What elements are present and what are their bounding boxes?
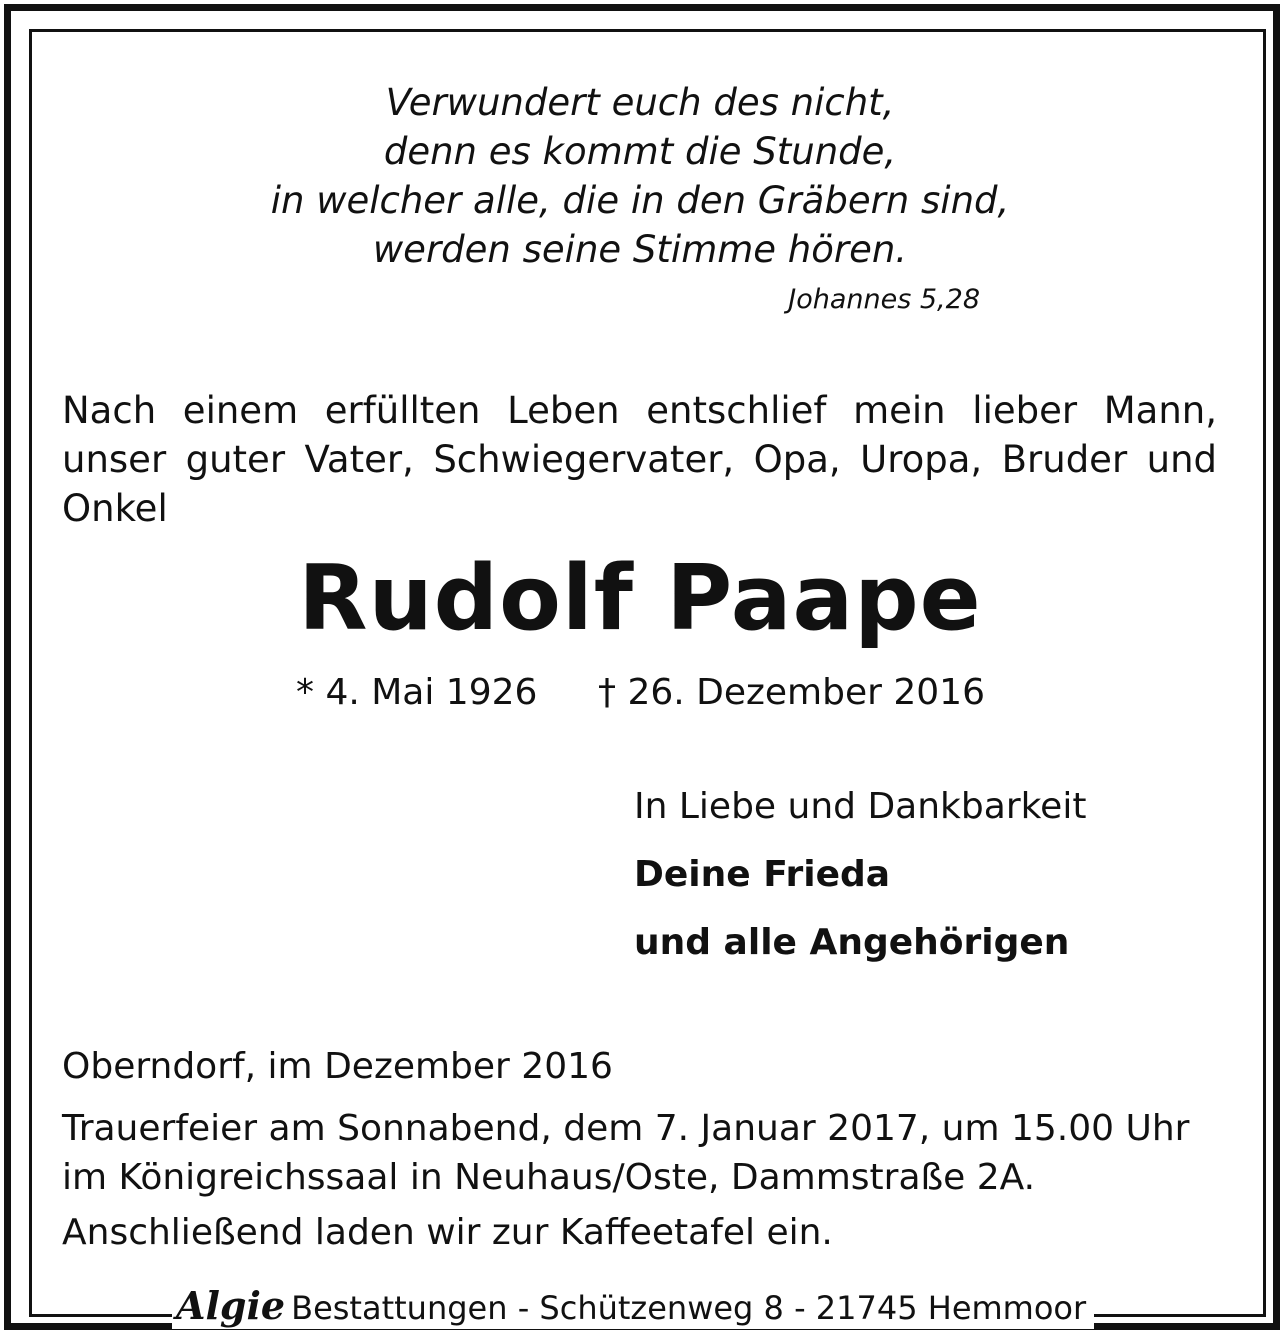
bible-verse bbox=[0, 78, 1280, 274]
verse-line: in welcher alle, die in den Gräbern sind, bbox=[270, 179, 1010, 222]
intro-text: Nach einem erfüllten Leben entschlief mein lieber Mann, unser guter Vater, Schwiegervater, Opa, Uropa, Bruder und Onkel bbox=[62, 389, 1217, 530]
verse-line: Verwundert euch des nicht, bbox=[385, 81, 895, 124]
funeral-home-address: Bestattungen - Schützenweg 8 - 21745 Hemmoor bbox=[291, 1289, 1087, 1327]
verse-line: denn es kommt die Stunde, bbox=[383, 130, 897, 173]
coffee-invitation: Anschließend laden wir zur Kaffeetafel ein. bbox=[62, 1212, 833, 1253]
funeral-home-logo: Algie bbox=[176, 1283, 286, 1328]
funeral-home-info bbox=[172, 1283, 1094, 1329]
death-date: † 26. Dezember 2016 bbox=[598, 672, 985, 713]
ceremony-info: Trauerfeier am Sonnabend, dem 7. Januar 2017, um 15.00 Uhr im Königreichssaal in Neuhaus/Oste, Dammstraße 2A. bbox=[62, 1108, 1190, 1198]
footer bbox=[0, 1283, 1280, 1329]
signoff-relatives: und alle Angehörigen bbox=[634, 922, 1070, 963]
signoff-greeting: In Liebe und Dankbarkeit bbox=[634, 786, 1087, 827]
verse-line: werden seine Stimme hören. bbox=[372, 228, 908, 271]
place-date: Oberndorf, im Dezember 2016 bbox=[62, 1046, 613, 1087]
verse-reference: Johannes 5,28 bbox=[788, 284, 980, 315]
signoff-spouse: Deine Frieda bbox=[634, 854, 891, 895]
birth-date: * 4. Mai 1926 bbox=[296, 672, 538, 713]
deceased-name: Rudolf Paape bbox=[298, 546, 982, 651]
